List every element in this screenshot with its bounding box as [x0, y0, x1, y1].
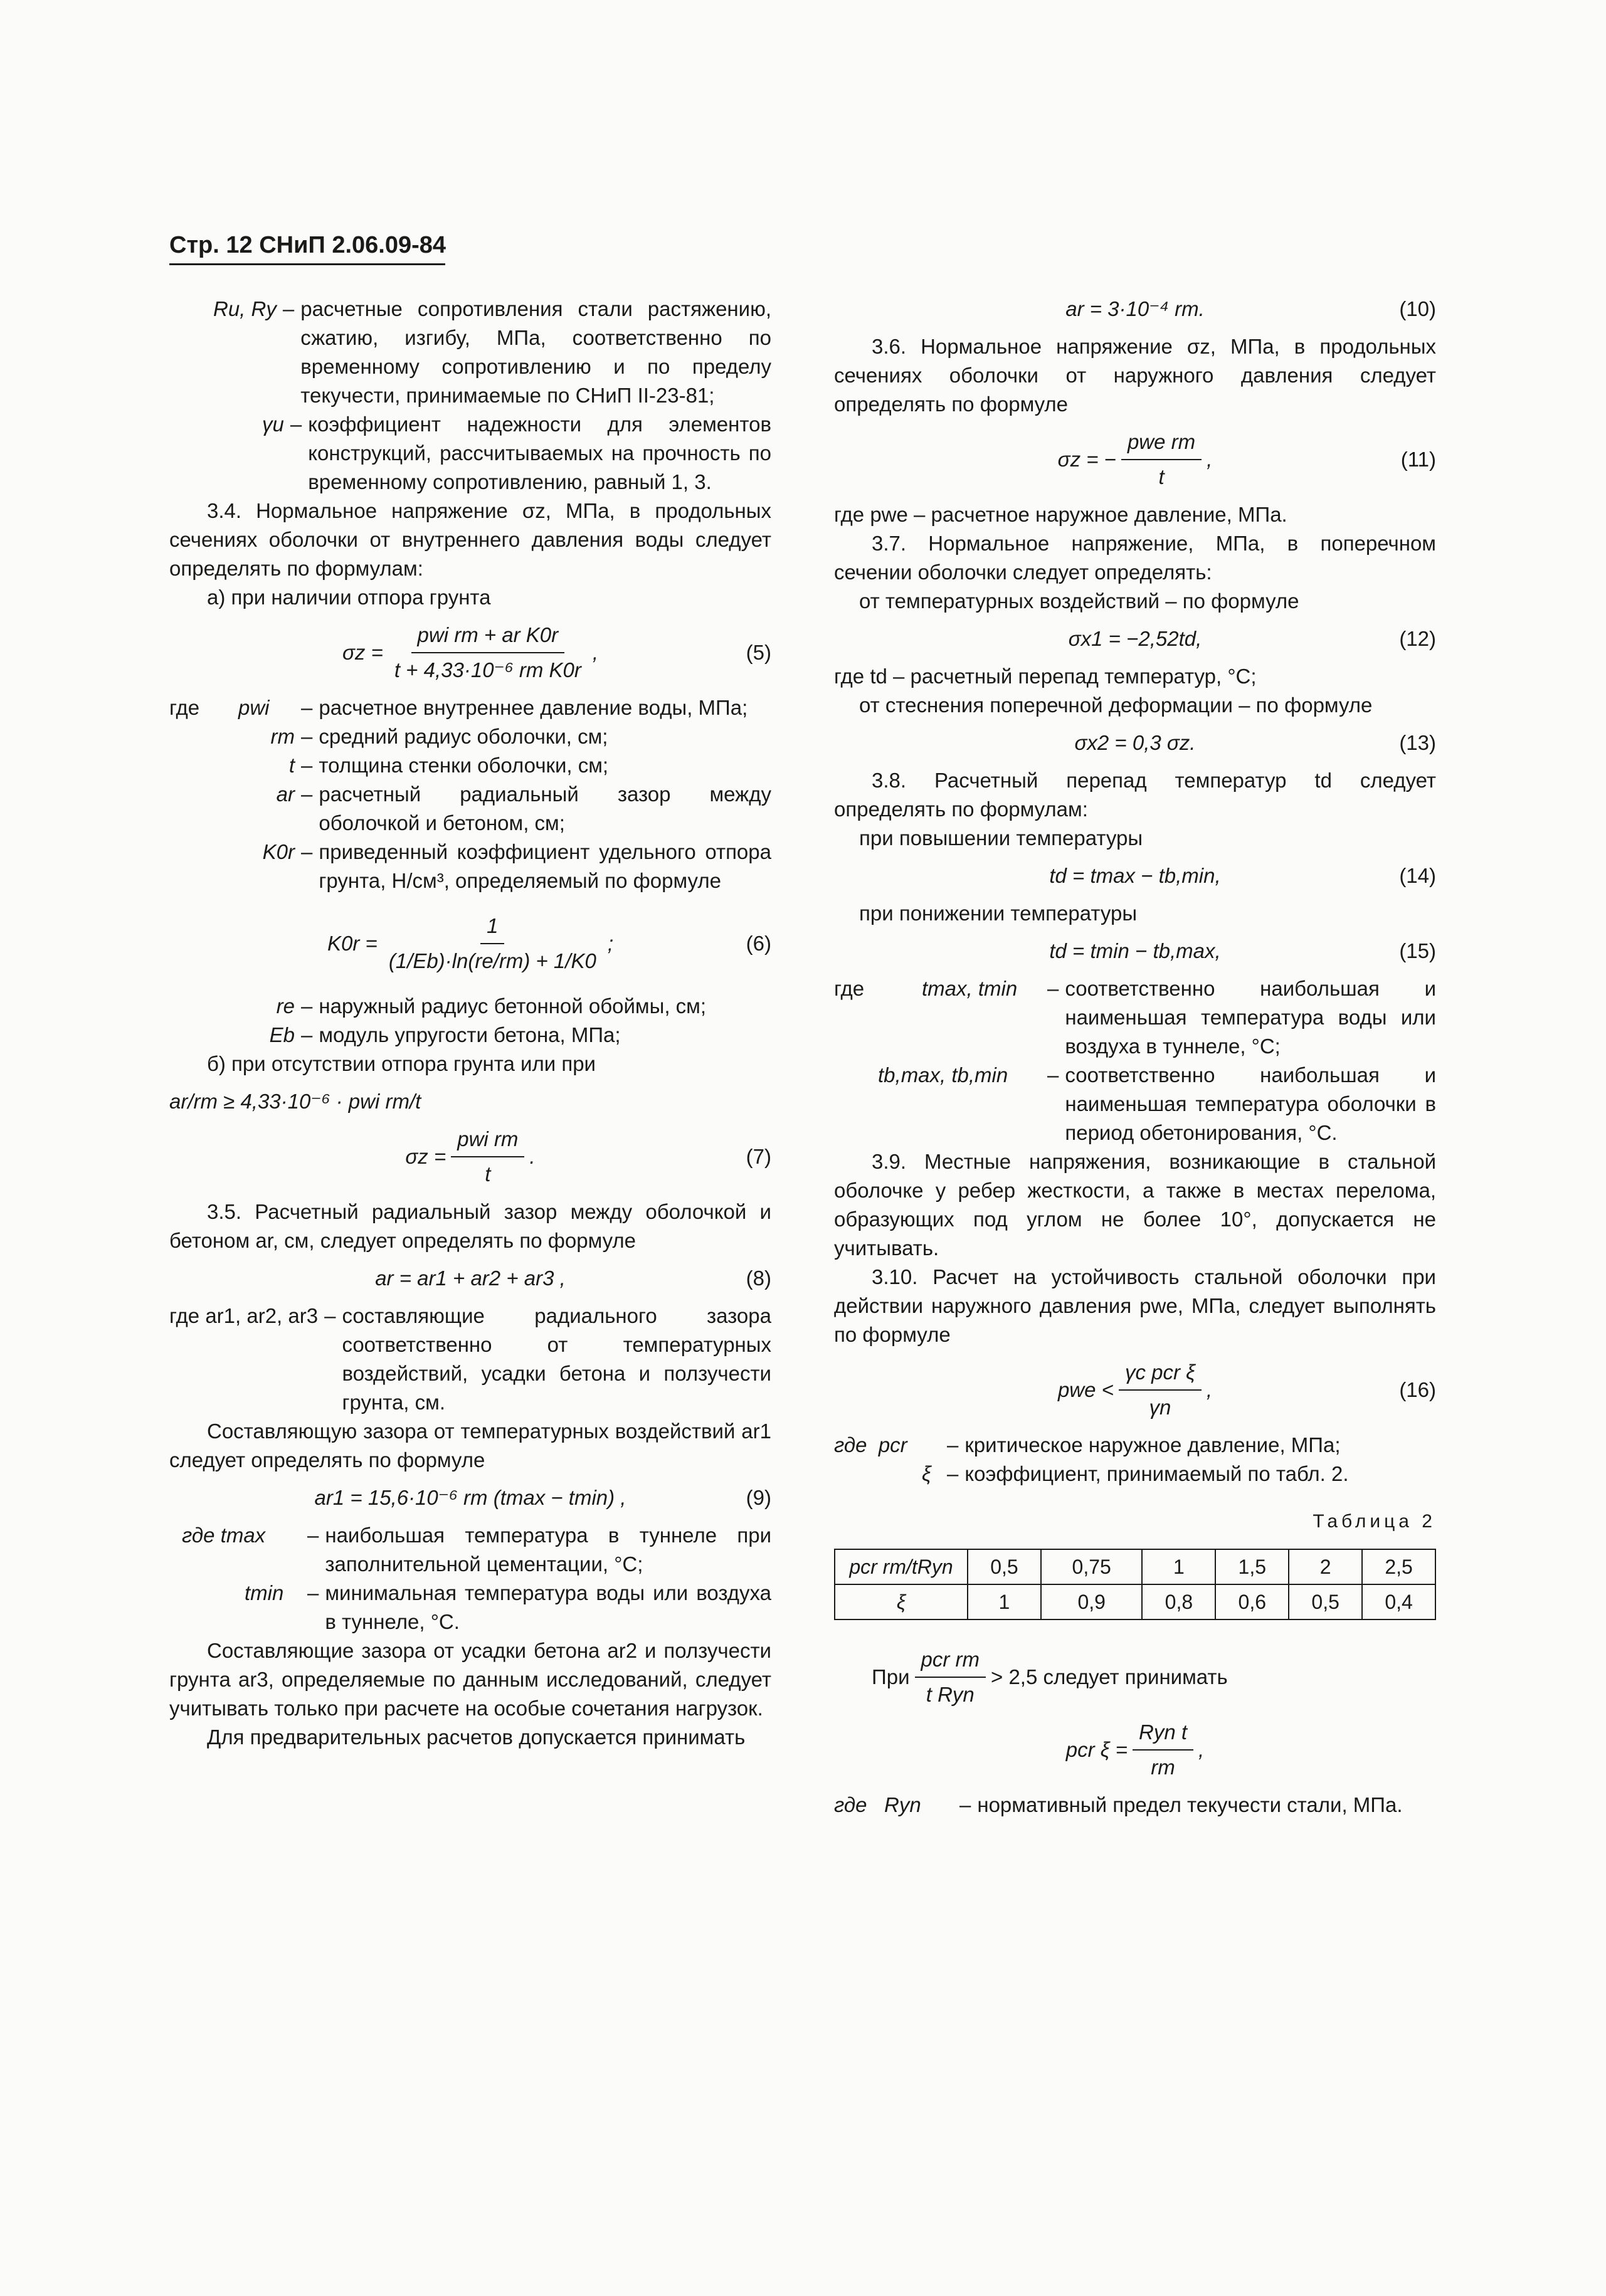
formula-number: (5): [746, 641, 771, 664]
formula-16: pwe < $\frac{\text{γc pcr ξ}}{\gamma n}$ , (16): [834, 1358, 1436, 1422]
def-tb: tb,max, tb,min – соответственно наибольшая и наименьшая температура оболочки в период обетонирования, °С.: [878, 1063, 1436, 1144]
formula-14: td = tmax − tb,min, (14): [834, 861, 1436, 890]
def-term: Ru, Ry: [213, 297, 277, 320]
table-2: [834, 1549, 1436, 1620]
def-term: γu: [262, 413, 284, 436]
def-gu: γu – коэффициент надежности для элементов конструкций, рассчитываемых на прочность по временному сопротивлению, равный 1, 3.: [169, 410, 771, 497]
table-cell: 0,5: [1289, 1584, 1362, 1619]
left-column: [169, 295, 771, 1752]
paragraph-usadka: Составляющие зазора от усадки бетона ar2 и ползучести грунта ar3, определяемые по данным исследований, следует учитывать только при расчете на особые сочетания нагрузок.: [169, 1639, 771, 1720]
table-cell: 0,6: [1215, 1584, 1289, 1619]
table-caption: Таблица 2: [1313, 1511, 1436, 1532]
table-cell: ξ: [835, 1584, 968, 1619]
section-3-4: 3.4. Нормальное напряжение σz, МПа, в продольных сечениях оболочки от внутреннего давления воды следует определять по формулам:: [169, 499, 771, 580]
formula-15: td = tmin − tb,max, (15): [834, 937, 1436, 966]
table-cell: 1,5: [1215, 1549, 1289, 1584]
def-ru: Ru, Ry – расчетные сопротивления стали растяжению, сжатию, изгибу, МПа, соответственно по временному сопротивлению и по пределу текучести, принимаемые по СНиП II-23-81;: [169, 295, 771, 410]
section-3-8-a: при повышении температуры: [859, 826, 1143, 850]
formula-number: (10): [1399, 297, 1436, 320]
formula-7: σz = $\frac{\text{pwi rm}}{t}$ . (7): [169, 1125, 771, 1189]
section-3-5: 3.5. Расчетный радиальный зазор между оболочкой и бетоном ar, см, следует определять по формуле: [169, 1200, 771, 1252]
paragraph-sostavl: Составляющую зазора от температурных воздействий ar1 следует определять по формуле: [169, 1419, 771, 1472]
def-tmin: tmin – минимальная температура воды или воздуха в туннеле, °С.: [245, 1581, 771, 1633]
def-td: где td – расчетный перепад температур, °С;: [834, 665, 1257, 688]
table-cell: 0,4: [1362, 1584, 1435, 1619]
formula-number: (16): [1399, 1378, 1436, 1401]
formula-17: pcr ξ = $\frac{\text{Ryn t}}{rm}$ ,: [834, 1718, 1436, 1782]
section-3-7: 3.7. Нормальное напряжение, МПа, в поперечном сечении оболочки следует определять:: [834, 532, 1436, 584]
def-pwe: где pwe – расчетное наружное давление, МПа.: [834, 503, 1287, 526]
def-tmax: где tmax – наибольшая температура в туннеле при заполнительной цементации, °С;: [182, 1524, 771, 1576]
formula-9: ar1 = 15,6·10⁻⁶ rm (tmax − tmin) , (9): [169, 1483, 771, 1512]
formula-number: (14): [1399, 864, 1436, 887]
def-text: расчетные сопротивления стали растяжению, сжатию, изгибу, МПа, соответственно по временному сопротивлению и по пределу текучести, принимаемые по СНиП II-23-81;: [300, 297, 771, 407]
def-ar: ar – расчетный радиальный зазор между оболочкой и бетоном, см;: [276, 782, 771, 835]
def-ar123: где ar1, ar2, ar3 – составляющие радиального зазора соответственно от температурных воздействий, усадки бетона и ползучести грунта, см.: [169, 1304, 771, 1414]
formula-number: (6): [746, 932, 771, 955]
table-cell: 0,75: [1041, 1549, 1143, 1584]
table-cell: 2: [1289, 1549, 1362, 1584]
table-cell: 0,8: [1142, 1584, 1215, 1619]
header-rule: [169, 263, 445, 265]
condition-pri: При $\frac{\text{pcr rm}}{\text{t Ryn}}$ > 2,5 следует принимать: [834, 1645, 1436, 1709]
def-rm: rm – средний радиус оболочки, см;: [270, 725, 608, 748]
formula-11: σz = − $\frac{\text{pwe rm}}{t}$ , (11): [834, 428, 1436, 492]
def-t: t – толщина стенки оболочки, см;: [288, 754, 609, 777]
def-ryn: где Ryn – нормативный предел текучести стали, МПа.: [834, 1793, 1403, 1816]
formula-5: σz = $\frac{\text{pwi rm + ar K0r}}{\text{t + 4,33·10⁻⁶ rm K0r}}$ , (5): [169, 621, 771, 685]
section-3-8: 3.8. Расчетный перепад температур td следует определять по формулам:: [834, 769, 1436, 821]
formula-number: (9): [746, 1486, 771, 1509]
formula-13: σx2 = 0,3 σz. (13): [834, 729, 1436, 757]
section-3-9: 3.9. Местные напряжения, возникающие в стальной оболочке у ребер жесткости, а также в местах перелома, образующих под углом не более 10°, допускается не учитывать.: [834, 1150, 1436, 1260]
table-cell: 0,9: [1041, 1584, 1143, 1619]
section-3-10: 3.10. Расчет на устойчивость стальной оболочки при действии наружного давления pwe, МПа, следует выполнять по формуле: [834, 1265, 1436, 1346]
table-cell: 1: [968, 1584, 1041, 1619]
table-row: [835, 1549, 1435, 1584]
section-3-6: 3.6. Нормальное напряжение σz, МПа, в продольных сечениях оболочки от наружного давления следует определять по формуле: [834, 335, 1436, 416]
formula-6: K0r = $\frac{1}{(1/Eb)\cdot\ln(re/rm) + 1/K0}$ ; (6): [169, 912, 771, 976]
table-cell: 0,5: [968, 1549, 1041, 1584]
section-3-7-a: от температурных воздействий – по формуле: [859, 589, 1299, 613]
formula-number: (8): [746, 1266, 771, 1290]
formula-number: (15): [1399, 939, 1436, 962]
def-xi: ξ – коэффициент, принимаемый по табл. 2.: [922, 1462, 1349, 1485]
page-header: Стр. 12 СНиП 2.06.09-84: [169, 232, 446, 258]
table-cell: pcr rm/tRyn: [835, 1549, 968, 1584]
formula-number: (13): [1399, 731, 1436, 754]
section-3-8-b: при понижении температуры: [859, 902, 1138, 925]
def-pcr: где pcr – критическое наружное давление, МПа;: [834, 1433, 1341, 1456]
def-k0r: K0r – приведенный коэффициент удельного отпора грунта, Н/см³, определяемый по формуле: [262, 840, 771, 892]
def-eb: Eb – модуль упругости бетона, МПа;: [269, 1023, 621, 1046]
paragraph-pred: Для предварительных расчетов допускается принимать: [207, 1725, 746, 1749]
def-pwi: где pwi – расчетное внутреннее давление воды, МПа;: [169, 696, 748, 719]
section-3-4-a: а) при наличии отпора грунта: [207, 586, 491, 609]
section-3-7-b: от стеснения поперечной деформации – по формуле: [859, 693, 1373, 717]
formula-12: σx1 = −2,52td, (12): [834, 624, 1436, 653]
def-re: re – наружный радиус бетонной обоймы, см;: [276, 994, 707, 1018]
table-row: [835, 1584, 1435, 1619]
formula-10: ar = 3·10⁻⁴ rm. (10): [834, 295, 1436, 324]
def-tmaxmin: где tmax, tmin – соответственно наибольшая и наименьшая температура воды или воздуха в туннеле, °С;: [834, 977, 1436, 1058]
condition-7: ar/rm ≥ 4,33·10⁻⁶ · pwi rm/t: [169, 1090, 421, 1113]
right-column: [834, 295, 1436, 1819]
formula-8: ar = ar1 + ar2 + ar3 , (8): [169, 1264, 771, 1293]
def-text: коэффициент надежности для элементов конструкций, рассчитываемых на прочность по временному сопротивлению, равный 1, 3.: [308, 413, 771, 493]
formula-number: (11): [1400, 448, 1436, 471]
section-3-4-b: б) при отсутствии отпора грунта или при: [207, 1052, 596, 1075]
formula-number: (12): [1399, 627, 1436, 650]
formula-number: (7): [746, 1145, 771, 1168]
table-cell: 1: [1142, 1549, 1215, 1584]
table-cell: 2,5: [1362, 1549, 1435, 1584]
